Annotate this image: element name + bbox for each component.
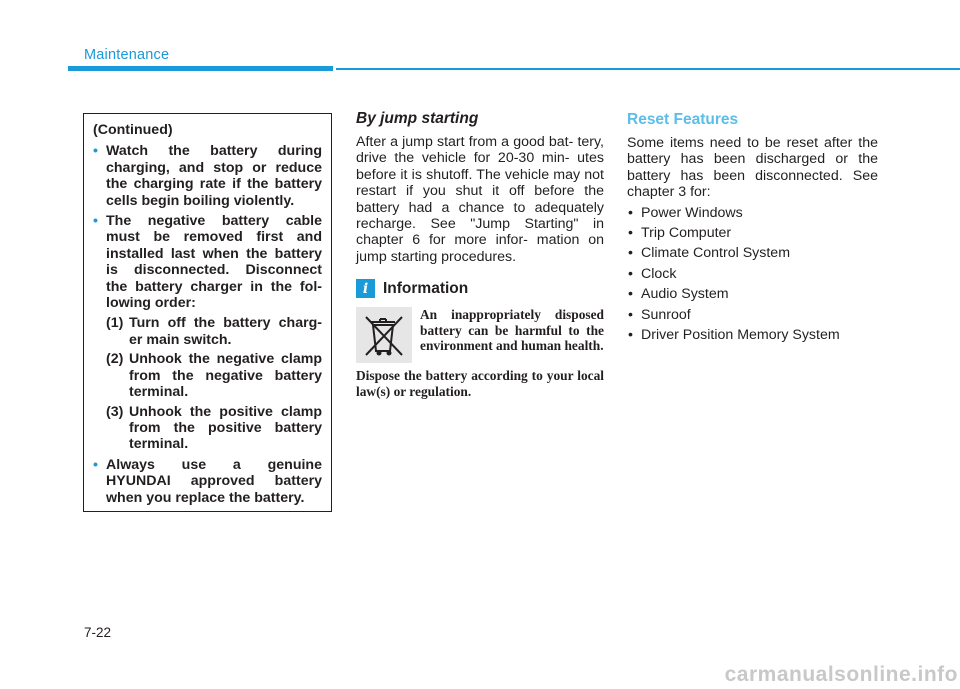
jump-starting-column <box>356 110 604 399</box>
step-item <box>106 315 322 348</box>
warning-continued: (Continued) <box>93 122 173 138</box>
warning-item <box>93 457 322 506</box>
list-item <box>627 245 878 261</box>
bullet-icon: • <box>93 456 98 473</box>
disposal-law-text: Dispose the battery according to your local law(s) or regulation. <box>356 368 604 399</box>
bullet-icon: • <box>628 225 633 242</box>
bullet-icon: • <box>628 204 633 221</box>
bullet-icon: • <box>93 143 98 160</box>
step-text: Unhook the positive clamp from the positive battery terminal. <box>129 403 322 453</box>
section-title: Maintenance <box>84 47 170 63</box>
step-number: (2) <box>106 351 124 368</box>
disconnect-steps <box>106 315 322 452</box>
list-item-label: Sunroof <box>641 306 691 323</box>
list-item-label: Clock <box>641 265 677 282</box>
list-item-label: Climate Control System <box>641 245 791 262</box>
bullet-icon: • <box>628 265 633 282</box>
step-item <box>106 351 322 400</box>
bullet-icon: • <box>93 213 98 230</box>
list-item <box>627 225 878 241</box>
list-item-label: Trip Computer <box>641 225 732 242</box>
information-title: Information <box>383 279 469 297</box>
bullet-icon: • <box>628 286 633 303</box>
information-body <box>356 307 604 363</box>
header-rule-thin <box>336 68 960 70</box>
list-item-label: Power Windows <box>641 204 743 221</box>
info-icon: i <box>356 279 375 298</box>
jump-starting-heading: By jump starting <box>356 110 479 127</box>
warning-item <box>93 213 322 311</box>
warning-item-text: Always use a genuine HYUNDAI approved battery when you replace the battery. <box>106 456 322 506</box>
step-number: (1) <box>106 315 124 332</box>
bullet-icon: • <box>628 245 633 262</box>
warning-box <box>83 113 332 512</box>
step-number: (3) <box>106 403 124 420</box>
list-item <box>627 205 878 221</box>
header-rule-thick <box>68 66 333 71</box>
reset-features-heading: Reset Features <box>627 111 739 128</box>
list-item <box>627 266 878 282</box>
reset-features-column <box>627 110 878 347</box>
disposal-warning-text: An inappropriately disposed battery can be harmful to the environment and human health. <box>420 307 604 353</box>
list-item <box>627 307 878 323</box>
list-item <box>627 286 878 302</box>
jump-starting-body: After a jump start from a good bat- tery, drive the vehicle for 20-30 min- utes before it is shutoff. The vehicle may not restart if you shut it off before the battery had a chance to adequately recharge. See "Jump Starting" in chapter 6 for more infor- mation on jump starting procedures. <box>356 134 604 265</box>
step-item <box>106 404 322 453</box>
bullet-icon: • <box>628 327 633 344</box>
list-item-label: Audio System <box>641 286 729 303</box>
information-header <box>356 279 604 298</box>
reset-features-list <box>627 205 878 344</box>
watermark: carmanualsonline.info <box>724 663 958 686</box>
crossed-out-bin-icon <box>356 307 412 363</box>
bullet-icon: • <box>628 306 633 323</box>
list-item <box>627 327 878 343</box>
reset-features-intro: Some items need to be reset after the battery has been discharged or the battery has been disconnected. See chapter 3 for: <box>627 135 878 201</box>
step-text: Unhook the negative clamp from the negative battery terminal. <box>129 351 322 401</box>
warning-item-text: Watch the battery during charging, and stop or reduce the charging rate if the battery cells begin boiling violently. <box>106 143 322 209</box>
list-item-label: Driver Position Memory System <box>641 327 840 344</box>
warning-item <box>93 143 322 209</box>
page-number: 7-22 <box>84 625 112 640</box>
warning-item-text: The negative battery cable must be removed first and installed last when the battery is disconnected. Disconnect the battery charger in the fol- lowing order: <box>106 213 322 312</box>
step-text: Turn off the battery charg- er main switch. <box>129 315 322 348</box>
